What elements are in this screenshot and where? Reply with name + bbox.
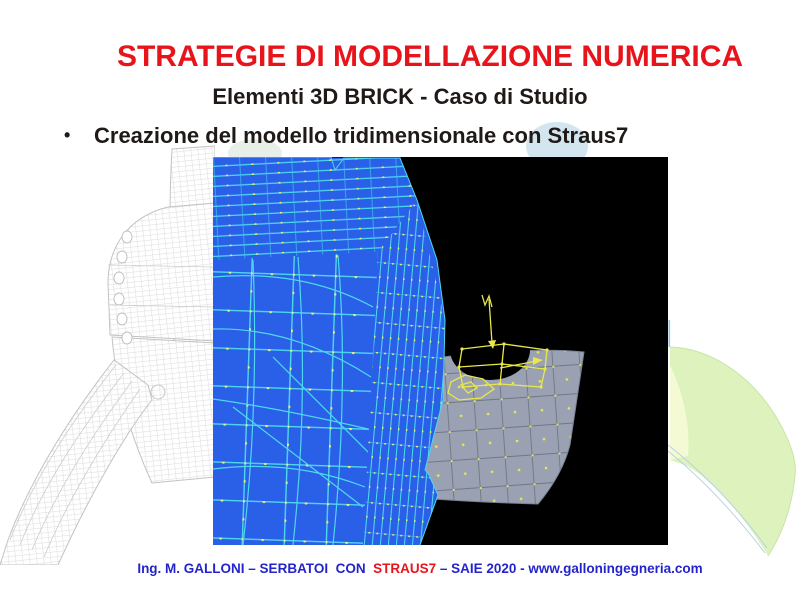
blue-brick-mesh <box>213 157 445 545</box>
left-wireframe-mesh-image <box>0 145 215 565</box>
bullet-marker: • <box>64 125 71 145</box>
blue-edge-line <box>669 320 671 347</box>
bullet-text: Creazione del modello tridimensionale con Straus7 <box>94 123 629 148</box>
footer-credit <box>40 561 800 576</box>
footer-text-left: Ing. M. GALLONI – SERBATOI CON <box>137 561 374 576</box>
straus7-model-viewport-image <box>213 157 668 545</box>
footer-brand-straus7: STRAUS7 <box>373 561 437 576</box>
bullet-item <box>64 123 764 149</box>
slide-subtitle: Elementi 3D BRICK - Caso di Studio <box>212 84 588 109</box>
slide-title: STRATEGIE DI MODELLAZIONE NUMERICA <box>116 40 744 73</box>
green-shell-image <box>655 290 800 575</box>
footer-text-right: – SAIE 2020 - www.galloningegneria.com <box>436 561 703 576</box>
